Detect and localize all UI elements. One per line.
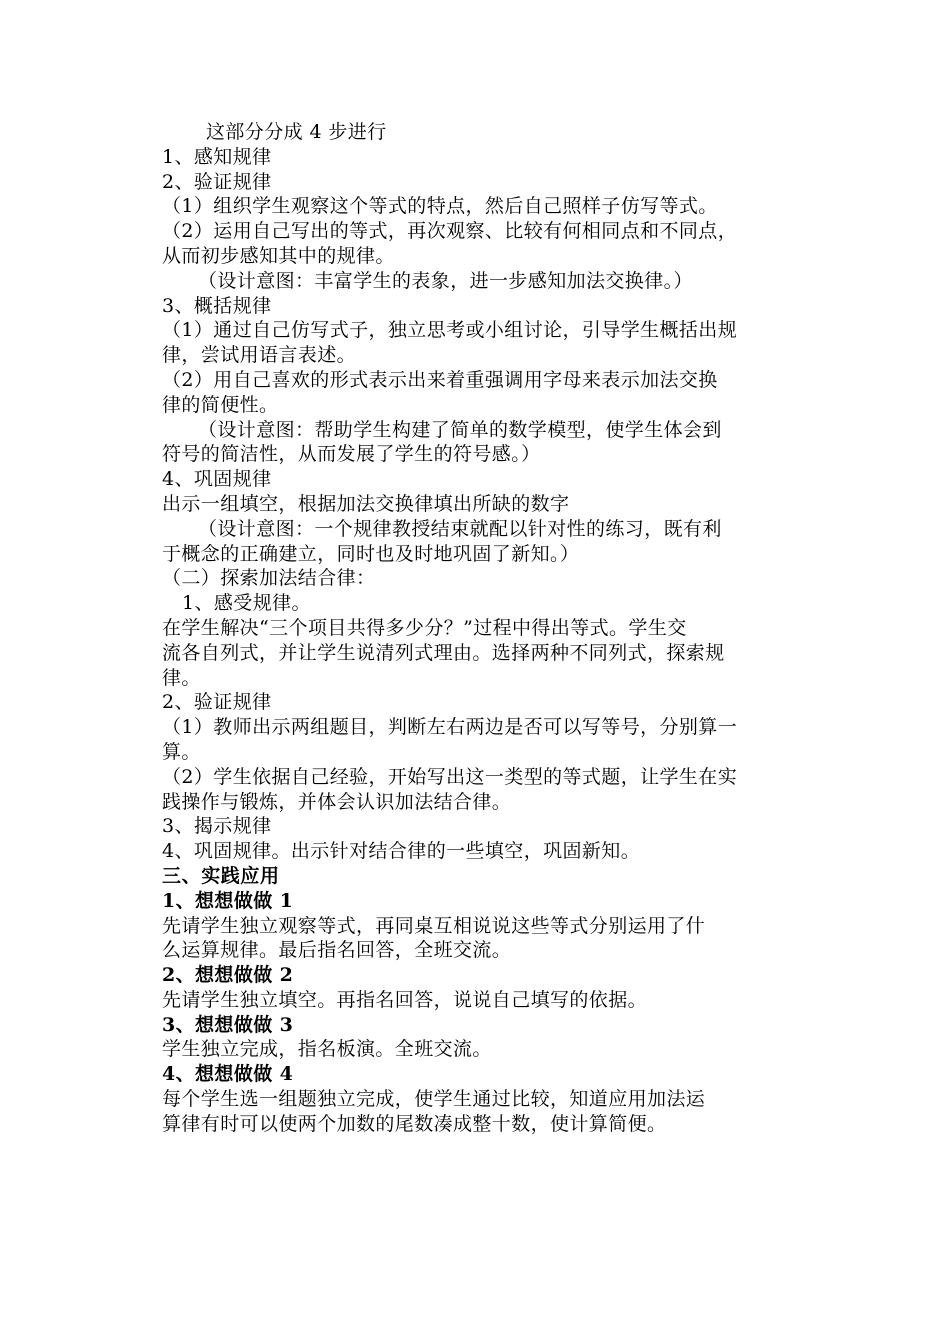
text-line: 律。 <box>162 666 201 689</box>
text-line: （二）探索加法结合律： <box>162 567 376 590</box>
text-line: 1、感受规律。 <box>182 592 311 615</box>
text-line: （设计意图：丰富学生的表象，进一步感知加法交换律。） <box>198 269 693 292</box>
text-line: 2、验证规律 <box>162 691 272 714</box>
text-line: （1）通过自己仿写式子，独立思考或小组讨论，引导学生概括出规 <box>162 319 738 342</box>
text-line: 从而初步感知其中的规律。 <box>162 244 395 267</box>
text-line: 律的简便性。 <box>162 393 279 416</box>
text-line: 算。 <box>162 740 201 763</box>
text-line: 学生独立完成，指名板演。全班交流。 <box>162 1038 492 1061</box>
text-line: 算律有时可以使两个加数的尾数凑成整十数，使计算简便。 <box>162 1112 667 1135</box>
text-line: 4、巩固规律。出示针对结合律的一些填空，巩固新知。 <box>162 840 641 863</box>
text-line: 每个学生选一组题独立完成，使学生通过比较，知道应用加法运 <box>162 1088 706 1111</box>
text-line: 三、实践应用 <box>162 864 280 887</box>
text-line: 2、验证规律 <box>162 170 272 193</box>
document-body <box>162 120 792 1137</box>
text-line: 4、想想做做 4 <box>162 1063 294 1086</box>
text-line: 流各自列式，并让学生说清列式理由。选择两种不同列式，探索规 <box>162 641 725 664</box>
text-line: 在学生解决“三个项目共得多少分？”过程中得出等式。学生交 <box>162 616 687 639</box>
text-line: 律，尝试用语言表述。 <box>162 344 357 367</box>
text-line: 4、巩固规律 <box>162 468 272 491</box>
text-line: （2）学生依据自己经验，开始写出这一类型的等式题，让学生在实 <box>162 765 738 788</box>
text-line: （2）运用自己写出的等式，再次观察、比较有何相同点和不同点， <box>162 220 738 243</box>
text-line: 3、想想做做 3 <box>162 1013 294 1036</box>
text-line: 2、想想做做 2 <box>162 964 294 987</box>
text-line: 1、想想做做 1 <box>162 889 294 912</box>
text-line: 3、概括规律 <box>162 294 272 317</box>
text-line: （1）教师出示两组题目，判断左右两边是否可以写等号，分别算一 <box>162 716 738 739</box>
text-line: 3、揭示规律 <box>162 815 272 838</box>
text-line: （设计意图：帮助学生构建了简单的数学模型，使学生体会到 <box>198 418 722 441</box>
text-line: 1、感知规律 <box>162 145 272 168</box>
text-line: 这部分分成 4 步进行 <box>206 121 387 143</box>
text-line: 践操作与锻炼，并体会认识加法结合律。 <box>162 790 512 813</box>
text-line: 出示一组填空，根据加法交换律填出所缺的数字 <box>162 492 570 515</box>
text-line: 先请学生独立填空。再指名回答，说说自己填写的依据。 <box>162 988 648 1011</box>
text-line: （1）组织学生观察这个等式的特点，然后自己照样子仿写等式。 <box>162 195 718 218</box>
text-line: （设计意图：一个规律教授结束就配以针对性的练习，既有利 <box>198 517 722 540</box>
text-line: 于概念的正确建立，同时也及时地巩固了新知。） <box>162 542 580 565</box>
text-line: 符号的简洁性，从而发展了学生的符号感。） <box>162 443 541 466</box>
text-line: 先请学生独立观察等式，再同桌互相说说这些等式分别运用了什 <box>162 914 706 937</box>
text-line: 么运算规律。最后指名回答，全班交流。 <box>162 939 512 962</box>
text-line: （2）用自己喜欢的形式表示出来着重强调用字母来表示加法交换 <box>162 368 718 391</box>
